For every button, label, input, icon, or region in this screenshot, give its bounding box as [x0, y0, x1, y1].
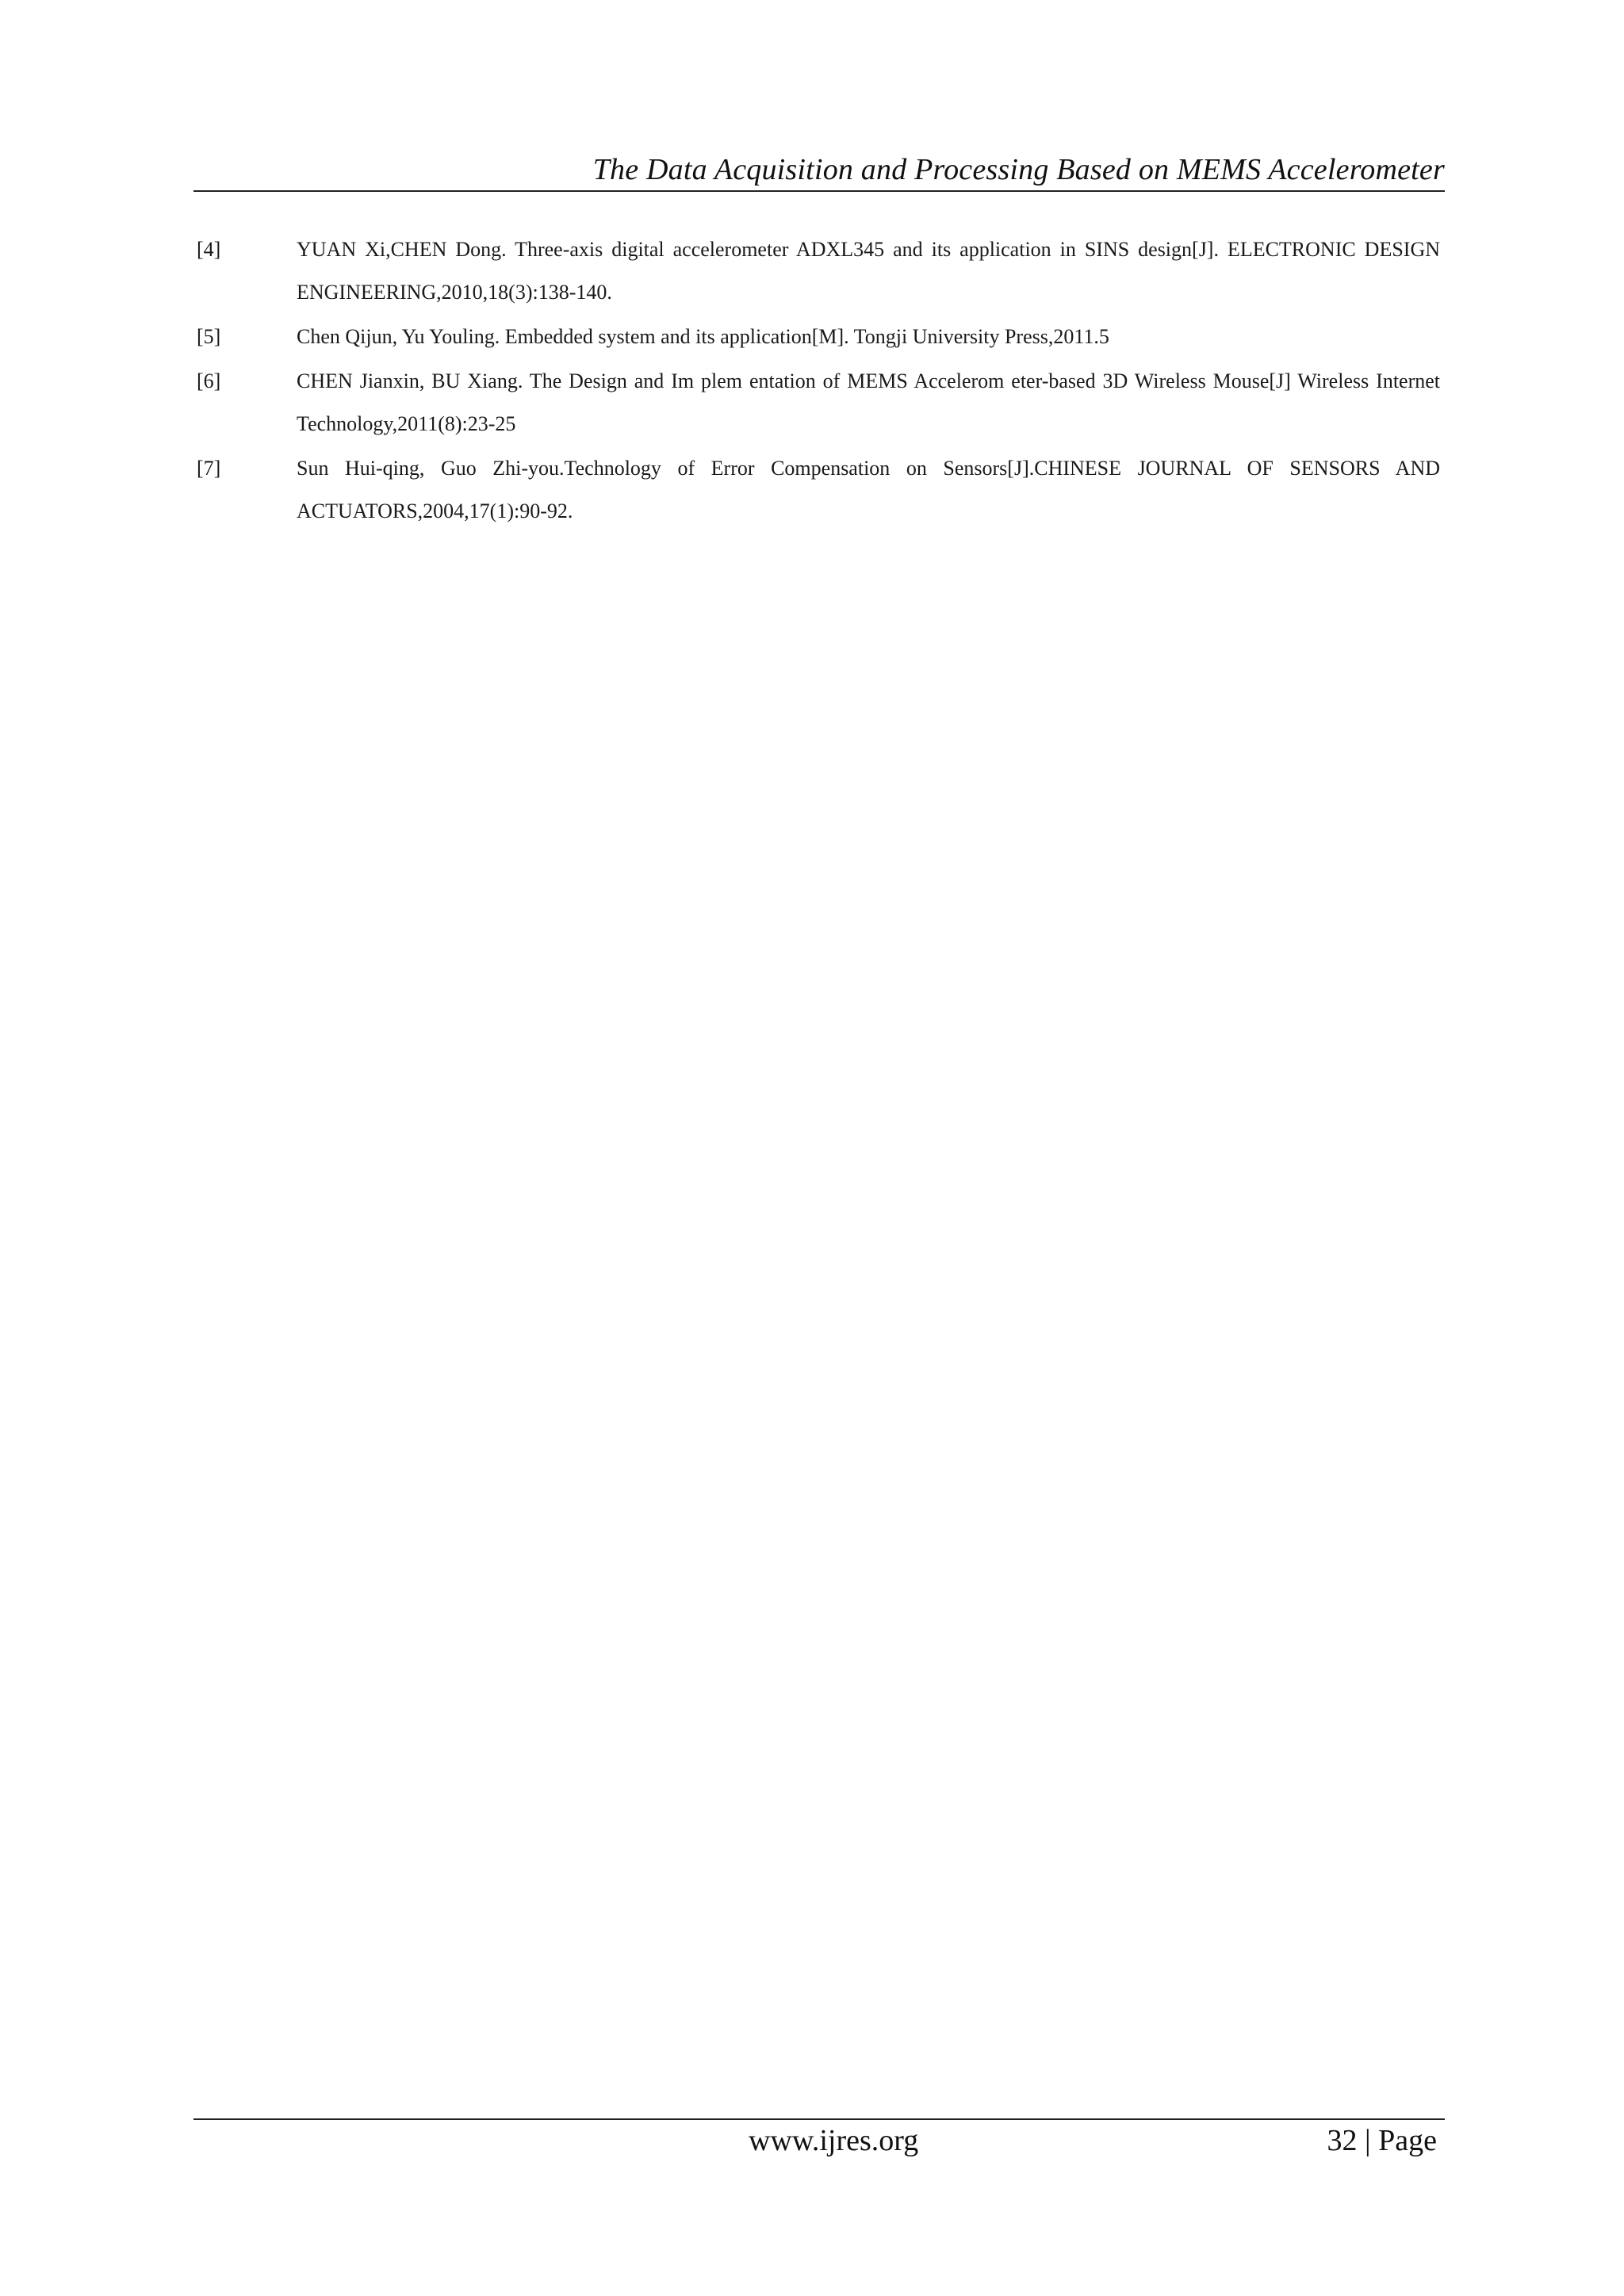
reference-text: Chen Qijun, Yu Youling. Embedded system and its application[M]. Tongji University Press,2011.5 [297, 325, 1109, 348]
reference-entry-6 [197, 360, 1440, 446]
reference-number: [7] [197, 457, 221, 480]
reference-list [197, 228, 1440, 534]
footer-divider [193, 2118, 1445, 2120]
reference-number: [5] [197, 325, 221, 348]
page-number: 32 | Page [1327, 2124, 1437, 2157]
header-divider [193, 190, 1445, 192]
reference-entry-5 [197, 316, 1440, 358]
reference-text: YUAN Xi,CHEN Dong. Three-axis digital accelerometer ADXL345 and its application in SINS design[J]. ELECTRONIC DESIGN ENGINEERING,2010,18(3):138-140. [297, 238, 1440, 304]
reference-text: Sun Hui-qing, Guo Zhi-you.Technology of Error Compensation on Sensors[J].CHINESE JOURNAL OF SENSORS AND ACTUATORS,2004,17(1):90-92. [297, 457, 1440, 522]
journal-website-link[interactable]: www.ijres.org [749, 2124, 919, 2157]
reference-entry-4 [197, 228, 1440, 314]
reference-number: [4] [197, 238, 221, 261]
reference-number: [6] [197, 369, 221, 392]
running-header-title: The Data Acquisition and Processing Based on MEMS Accelerometer [592, 153, 1445, 186]
reference-entry-7 [197, 447, 1440, 533]
reference-text: CHEN Jianxin, BU Xiang. The Design and Im plem entation of MEMS Accelerom eter-based 3D Wireless Mouse[J] Wireless Internet Technology,2011(8):23-25 [297, 369, 1440, 435]
